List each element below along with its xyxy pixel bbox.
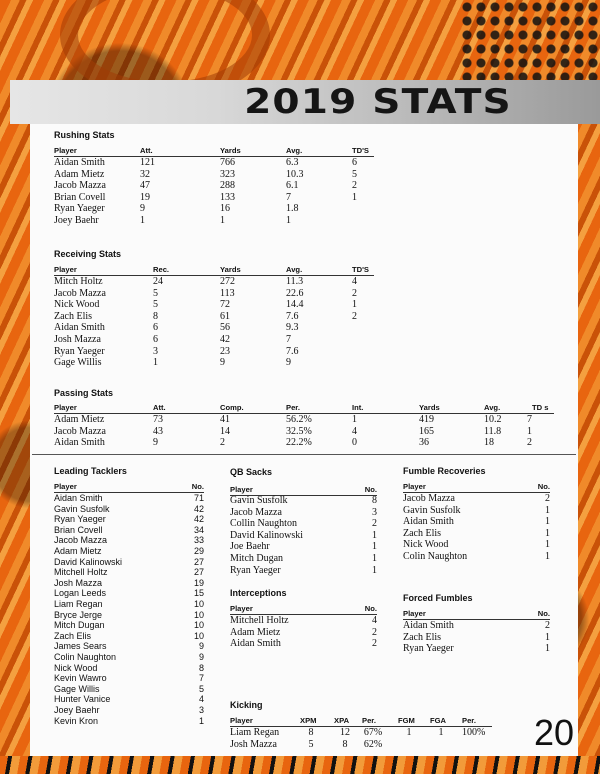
fumble-recoveries-header-no: No. (537, 482, 550, 491)
receiving-player-name: Nick Wood (54, 299, 100, 311)
receiving-cell: 72 (220, 299, 230, 311)
forced-fumbles-cell: 1 (545, 631, 550, 643)
section-divider (32, 454, 576, 455)
tacklers-title: Leading Tacklers (54, 466, 127, 476)
qb-sacks-cell: 1 (372, 529, 377, 541)
receiving-header-avg: Avg. (286, 265, 303, 274)
tacklers-player-name: Colin Naughton (54, 652, 117, 662)
bottom-texture-strip (0, 756, 600, 774)
forced-fumbles-player-name: Aidan Smith (403, 620, 454, 631)
tacklers-player-name: Brian Covell (54, 524, 103, 535)
tacklers-cell: 27 (193, 567, 204, 578)
fumble-recoveries-player-name: Gavin Susfolk (403, 504, 461, 516)
title-banner (10, 80, 600, 124)
receiving-player-name: Mitch Holtz (54, 276, 103, 287)
passing-cell: 41 (220, 414, 230, 425)
fumble-recoveries-cell: 1 (545, 504, 550, 516)
kicking-cell: 8 (342, 738, 348, 750)
interceptions-cell: 2 (372, 626, 377, 638)
qb-sacks-header-no: No. (364, 485, 377, 494)
passing-header-per: Per. (286, 403, 300, 412)
receiving-cell: 272 (220, 276, 235, 287)
kicking-player-name: Josh Mazza (230, 738, 277, 750)
receiving-player-name: Ryan Yaeger (54, 345, 105, 357)
tacklers-player-name: Aidan Smith (54, 493, 103, 503)
fumble-recoveries-player-name: Aidan Smith (403, 516, 454, 528)
qb-sacks-cell: 1 (372, 564, 377, 576)
kicking-title: Kicking (230, 700, 263, 710)
qb-sacks-cell: 1 (372, 541, 377, 553)
qb-sacks-title: QB Sacks (230, 467, 273, 477)
passing-cell: 165 (419, 425, 434, 437)
interceptions-header-no: No. (364, 604, 377, 613)
passing-title: Passing Stats (54, 388, 114, 398)
passing-header-att: Att. (153, 403, 166, 412)
receiving-cell: 4 (352, 276, 357, 287)
rushing-cell: 7 (286, 191, 291, 203)
tacklers-cell: 10 (193, 599, 204, 609)
receiving-cell: 11.3 (286, 276, 304, 287)
passing-player-name: Aidan Smith (54, 437, 105, 449)
qb-sacks-header-player: Player (230, 485, 253, 494)
receiving-cell: 2 (352, 310, 357, 322)
tacklers-player-name: Mitch Dugan (54, 620, 105, 631)
qb-sacks-cell: 1 (372, 553, 377, 564)
forced-fumbles-cell: 1 (545, 643, 550, 655)
fumble-recoveries-cell: 2 (545, 493, 550, 504)
receiving-cell: 9.3 (286, 322, 299, 334)
receiving-cell: 1 (153, 357, 158, 369)
receiving-cell: 22.6 (286, 287, 304, 299)
receiving-cell: 7.6 (286, 310, 299, 322)
page-number: 20 (534, 712, 575, 753)
qb-sacks-player-name: Jacob Mazza (230, 506, 282, 518)
rushing-cell: 9 (140, 203, 145, 215)
passing-cell: 7 (527, 414, 532, 425)
kicking-cell: 1 (406, 727, 412, 738)
receiving-player-name: Jacob Mazza (54, 287, 106, 299)
fumble-recoveries-title: Fumble Recoveries (403, 466, 486, 476)
passing-cell: 73 (153, 414, 163, 425)
rushing-cell: 16 (220, 203, 230, 215)
tacklers-player-name: Ryan Yaeger (54, 514, 106, 525)
tacklers-player-name: David Kalinowski (54, 556, 123, 567)
interceptions-header-player: Player (230, 604, 253, 613)
tacklers-cell: 7 (198, 673, 204, 684)
passing-cell: 4 (352, 425, 357, 437)
receiving-cell: 5 (153, 299, 158, 311)
receiving-cell: 1 (352, 299, 357, 311)
passing-header-comp: Comp. (220, 403, 244, 412)
rushing-cell: 133 (220, 191, 235, 203)
kicking-cell: 5 (308, 738, 314, 750)
tacklers-cell: 9 (198, 641, 204, 652)
tacklers-player-name: Bryce Jerge (54, 609, 103, 620)
passing-player-name: Adam Mietz (54, 414, 105, 425)
passing-cell: 419 (419, 414, 434, 425)
receiving-cell: 113 (220, 287, 235, 299)
receiving-cell: 42 (220, 334, 230, 345)
passing-header-avg: Avg. (484, 403, 501, 412)
passing-header-int: Int. (352, 403, 364, 412)
rushing-player-name: Ryan Yaeger (54, 203, 105, 215)
passing-cell: 36 (419, 437, 429, 449)
rushing-header-att: Att. (140, 146, 153, 155)
qb-sacks-cell: 3 (372, 506, 377, 518)
kicking-cell: 12 (340, 727, 350, 738)
qb-sacks-player-name: David Kalinowski (230, 529, 304, 541)
interceptions-player-name: Adam Mietz (230, 626, 281, 638)
forced-fumbles-cell: 2 (545, 620, 550, 631)
passing-header-player: Player (54, 403, 77, 412)
tacklers-cell: 19 (193, 577, 204, 588)
rushing-cell: 19 (140, 191, 150, 203)
tacklers-player-name: Gavin Susfolk (54, 503, 110, 514)
receiving-cell: 23 (220, 345, 230, 357)
receiving-title: Receiving Stats (54, 249, 122, 259)
rushing-cell: 5 (352, 168, 357, 180)
receiving-header-rec: Rec. (153, 265, 170, 274)
rushing-cell: 323 (220, 168, 235, 180)
passing-cell: 1 (527, 425, 532, 437)
receiving-cell: 24 (153, 276, 163, 287)
interceptions-cell: 2 (372, 638, 377, 650)
tacklers-player-name: Josh Mazza (54, 577, 103, 588)
page-title: 2019 STATS (244, 82, 512, 122)
forced-fumbles-player-name: Zach Elis (403, 631, 442, 643)
rushing-cell: 6 (352, 157, 357, 168)
rushing-cell: 10.3 (286, 168, 304, 180)
tacklers-cell: 5 (198, 683, 204, 694)
fumble-recoveries-player-name: Jacob Mazza (403, 493, 455, 504)
tacklers-cell: 15 (193, 588, 204, 599)
forced-fumbles-header-player: Player (403, 609, 426, 618)
forced-fumbles-player-name: Ryan Yaeger (403, 643, 454, 655)
rushing-header-td-s: TD'S (352, 146, 369, 155)
passing-header-td-s: TD s (532, 403, 549, 412)
rushing-cell: 1.8 (286, 203, 299, 215)
receiving-cell: 14.4 (286, 299, 304, 311)
rushing-player-name: Joey Baehr (54, 215, 99, 226)
stats-panel (30, 124, 578, 756)
kicking-header-fga: FGA (430, 716, 447, 725)
kicking-header-per: Per. (362, 716, 376, 725)
qb-sacks-cell: 2 (372, 518, 377, 530)
receiving-cell: 5 (153, 287, 158, 299)
rushing-header-yards: Yards (220, 146, 241, 155)
qb-sacks-player-name: Ryan Yaeger (230, 564, 281, 576)
receiving-cell: 8 (153, 310, 158, 322)
rushing-cell: 47 (140, 180, 150, 192)
tacklers-player-name: Liam Regan (54, 599, 103, 609)
rushing-cell: 6.3 (286, 157, 299, 168)
receiving-player-name: Aidan Smith (54, 322, 105, 334)
passing-cell: 2 (220, 437, 225, 449)
receiving-player-name: Josh Mazza (54, 334, 101, 345)
passing-cell: 43 (153, 425, 163, 437)
qb-sacks-player-name: Collin Naughton (230, 518, 297, 530)
rushing-cell: 32 (140, 168, 150, 180)
tacklers-cell: 8 (198, 662, 204, 673)
tacklers-cell: 4 (198, 694, 204, 705)
receiving-cell: 9 (220, 357, 225, 369)
receiving-cell: 2 (352, 287, 357, 299)
passing-cell: 56.2% (286, 414, 312, 425)
kicking-header-player: Player (230, 716, 253, 725)
fumble-recoveries-cell: 1 (545, 551, 550, 562)
rushing-header-player: Player (54, 146, 77, 155)
kicking-cell: 8 (308, 727, 314, 738)
tacklers-player-name: Kevin Wawro (54, 673, 107, 684)
receiving-cell: 61 (220, 310, 230, 322)
kicking-cell: 1 (438, 727, 444, 738)
interceptions-title: Interceptions (230, 588, 287, 598)
forced-fumbles-title: Forced Fumbles (403, 593, 473, 603)
rushing-cell: 1 (220, 215, 225, 226)
kicking-cell: 100% (462, 727, 486, 738)
tacklers-cell: 33 (193, 535, 204, 546)
rushing-cell: 1 (352, 191, 357, 203)
receiving-cell: 56 (220, 322, 230, 334)
tacklers-cell: 71 (193, 493, 204, 503)
kicking-cell: 62% (363, 738, 383, 750)
rushing-cell: 766 (220, 157, 235, 168)
tacklers-cell: 10 (193, 620, 204, 631)
kicking-header-fgm: FGM (398, 716, 415, 725)
fumble-recoveries-header-player: Player (403, 482, 426, 491)
receiving-cell: 7.6 (286, 345, 299, 357)
receiving-cell: 6 (153, 322, 158, 334)
tacklers-cell: 29 (193, 546, 204, 556)
qb-sacks-player-name: Mitch Dugan (230, 553, 284, 564)
tacklers-cell: 42 (193, 514, 204, 525)
receiving-header-player: Player (54, 265, 77, 274)
tacklers-player-name: Hunter Vanice (54, 694, 111, 705)
tacklers-player-name: Zach Elis (54, 630, 92, 641)
interceptions-player-name: Mitchell Holtz (230, 615, 289, 626)
rushing-player-name: Adam Mietz (54, 168, 105, 180)
halftone-dots-decoration (460, 0, 600, 80)
passing-cell: 11.8 (484, 425, 502, 437)
fumble-recoveries-player-name: Colin Naughton (403, 551, 468, 562)
tacklers-player-name: Joey Baehr (54, 705, 100, 715)
passing-header-yards: Yards (419, 403, 440, 412)
qb-sacks-player-name: Joe Baehr (230, 541, 270, 553)
tacklers-cell: 9 (198, 652, 204, 662)
receiving-player-name: Gage Willis (54, 357, 102, 369)
passing-cell: 32.5% (286, 425, 312, 437)
passing-cell: 0 (352, 437, 357, 449)
fumble-recoveries-cell: 1 (545, 527, 550, 539)
passing-cell: 1 (352, 414, 357, 425)
tacklers-cell: 42 (193, 503, 204, 514)
tacklers-player-name: Jacob Mazza (54, 535, 108, 546)
passing-cell: 22.2% (286, 437, 312, 449)
rushing-cell: 2 (352, 180, 357, 192)
tacklers-cell: 27 (193, 556, 204, 567)
passing-player-name: Jacob Mazza (54, 425, 106, 437)
tacklers-player-name: Logan Leeds (54, 588, 107, 599)
tacklers-player-name: Adam Mietz (54, 546, 102, 556)
tacklers-cell: 3 (198, 705, 204, 715)
fumble-recoveries-cell: 1 (545, 539, 550, 551)
kicking-header-xpm: XPM (300, 716, 317, 725)
fumble-recoveries-player-name: Zach Elis (403, 527, 442, 539)
tacklers-player-name: Gage Willis (54, 683, 100, 694)
tacklers-header-player: Player (54, 482, 77, 491)
receiving-cell: 3 (153, 345, 158, 357)
tacklers-cell: 34 (193, 524, 204, 535)
fumble-recoveries-player-name: Nick Wood (403, 539, 449, 551)
rushing-title: Rushing Stats (54, 130, 115, 140)
tacklers-player-name: Mitchell Holtz (54, 567, 108, 578)
passing-cell: 18 (484, 437, 494, 449)
rushing-player-name: Brian Covell (54, 191, 106, 203)
kicking-cell: 67% (363, 727, 383, 738)
interceptions-cell: 4 (372, 615, 377, 626)
rushing-player-name: Aidan Smith (54, 157, 105, 168)
passing-cell: 14 (220, 425, 230, 437)
kicking-header-per: Per. (462, 716, 476, 725)
qb-sacks-player-name: Gavin Susfolk (230, 495, 288, 506)
kicking-header-xpa: XPA (334, 716, 350, 725)
qb-sacks-cell: 8 (372, 495, 377, 506)
passing-cell: 10.2 (484, 414, 502, 425)
rushing-cell: 121 (140, 157, 155, 168)
receiving-cell: 9 (286, 357, 291, 369)
receiving-cell: 6 (153, 334, 158, 345)
tacklers-player-name: Nick Wood (54, 662, 98, 673)
receiving-header-yards: Yards (220, 265, 241, 274)
rushing-cell: 1 (140, 215, 145, 226)
fumble-recoveries-cell: 1 (545, 516, 550, 528)
tacklers-cell: 10 (193, 609, 204, 620)
receiving-player-name: Zach Elis (54, 310, 93, 322)
rushing-cell: 288 (220, 180, 235, 192)
rushing-player-name: Jacob Mazza (54, 180, 106, 192)
kicking-player-name: Liam Regan (230, 727, 280, 738)
tacklers-cell: 10 (193, 630, 204, 641)
tacklers-player-name: James Sears (54, 641, 107, 652)
receiving-header-td-s: TD'S (352, 265, 369, 274)
forced-fumbles-header-no: No. (537, 609, 550, 618)
rushing-cell: 6.1 (286, 180, 299, 192)
receiving-cell: 7 (286, 334, 291, 345)
tacklers-cell: 1 (198, 715, 204, 726)
passing-cell: 9 (153, 437, 158, 449)
tacklers-player-name: Kevin Kron (54, 715, 99, 726)
rushing-header-avg: Avg. (286, 146, 303, 155)
tacklers-header-no: No. (191, 482, 204, 491)
rushing-cell: 1 (286, 215, 291, 226)
interceptions-player-name: Aidan Smith (230, 638, 281, 650)
passing-cell: 2 (527, 437, 532, 449)
